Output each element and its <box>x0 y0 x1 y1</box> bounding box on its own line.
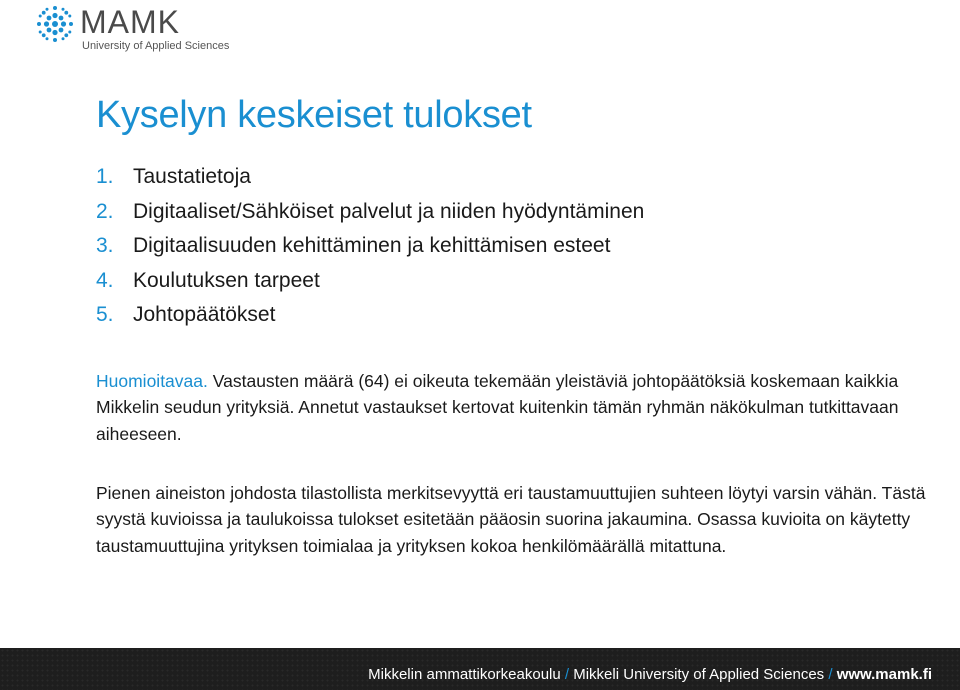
footer-text <box>368 666 932 683</box>
agenda-list <box>96 160 644 333</box>
agenda-item <box>96 195 644 230</box>
footer-separator: / <box>560 666 574 683</box>
agenda-item <box>96 160 644 195</box>
footer-institution: Mikkelin ammattikorkeakoulu <box>368 666 561 683</box>
mamk-logo <box>36 4 236 54</box>
methodology-paragraph: Pienen aineiston johdosta tilastollista merkitsevyyttä eri taustamuuttujien suhteen löytyi varsin vähän. Tästä syystä kuvioissa ja taulukoissa tulokset esitetään pääosin suorina jakaumina. Osassa kuvioita on käytetty taustamuuttujina yrityksen toimialaa ja yrityksen kokoa henkilömäärällä mitattuna. <box>96 483 926 556</box>
logo-subtitle: University of Applied Sciences <box>82 40 230 52</box>
logo-wordmark: MAMK <box>80 4 180 40</box>
note-text: Vastausten määrä (64) ei oikeuta tekemään yleistäviä johtopäätöksiä koskemaan kaikkia Mikkelin seudun yrityksiä. Annetut vastaukset kertovat kuitenkin tämän ryhmän näkökulman tutkittavaan aiheeseen. <box>96 371 899 444</box>
footer-bar <box>0 648 960 690</box>
footer-institution-english: Mikkeli University of Applied Sciences <box>573 666 825 683</box>
dots-circle-logo-icon <box>36 5 74 43</box>
footer-website-link[interactable]: www.mamk.fi <box>836 666 932 683</box>
note-label: Huomioitavaa. <box>96 371 208 391</box>
agenda-item <box>96 264 644 299</box>
agenda-item-number: 4. <box>96 268 114 292</box>
agenda-item-number: 2. <box>96 199 114 223</box>
agenda-item <box>96 229 644 264</box>
agenda-item-text: Digitaaliset/Sähköiset palvelut ja niiden hyödyntäminen <box>133 199 645 223</box>
agenda-item-number: 5. <box>96 303 114 326</box>
agenda-item-text: Taustatietoja <box>133 165 251 188</box>
note-paragraph <box>96 368 936 447</box>
agenda-item-number: 1. <box>96 165 114 188</box>
slide-title: Kyselyn keskeiset tulokset <box>96 94 532 136</box>
footer-separator: / <box>824 666 837 683</box>
agenda-item-text: Koulutuksen tarpeet <box>133 268 320 292</box>
agenda-item <box>96 298 644 333</box>
agenda-item-text: Johtopäätökset <box>133 303 276 326</box>
agenda-item-number: 3. <box>96 234 114 257</box>
agenda-item-text: Digitaalisuuden kehittäminen ja kehittämisen esteet <box>133 234 611 257</box>
